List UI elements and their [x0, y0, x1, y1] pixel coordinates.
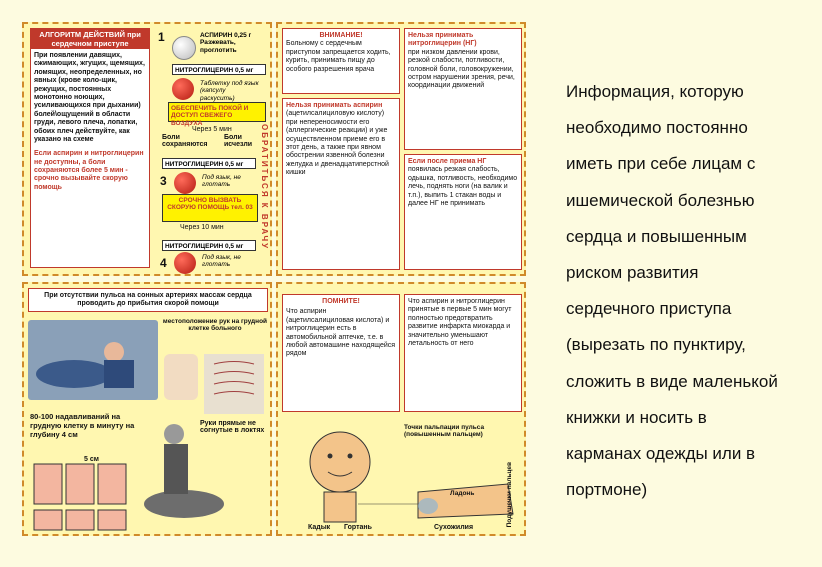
if-after-box	[404, 154, 522, 270]
remember-title: ПОМНИТЕ!	[322, 298, 360, 305]
see-doctor-vertical: ОБРАТИТЬСЯ К ВРАЧУ	[260, 124, 269, 251]
gortan-label: Гортань	[344, 524, 372, 531]
step-2-nitro: НИТРОГЛИЦЕРИН 0,5 мг	[162, 158, 256, 169]
if-after-title: Если после приема НГ	[408, 158, 487, 165]
attention-text: Больному с сердечным приступом запрещается ходить, курить, принимать пищу до особого разрешения врача	[286, 40, 391, 73]
note-text	[566, 74, 822, 508]
no-nitro-box	[404, 28, 522, 150]
aspirin-pill-icon	[172, 36, 196, 60]
palm-label: Ладонь	[450, 490, 475, 497]
note-line: иметь при себе лицам с	[566, 154, 756, 174]
attention-title: ВНИМАНИЕ!	[319, 32, 363, 39]
note-line: риском развития	[566, 263, 699, 283]
nitro-pill-icon-3	[174, 252, 196, 274]
attention-box	[282, 28, 400, 94]
nitro-pill-icon-2	[174, 172, 196, 194]
if-after-text: появилась резкая слабость, одышка, потливость, необходимо лечь, поднять ноги (на валик и т.п.), выпить 1 стакан воды и далее НГ не принимать	[408, 166, 518, 207]
remember-text-2: Что аспирин и нитроглицерин принятые в первые 5 мин могут полностью предотвратить развитие инфаркта миокарда и значительно уменьшают летальность от него	[408, 298, 512, 347]
note-line: книжки и носить в	[566, 407, 707, 427]
remember-box-2	[404, 294, 522, 412]
hands-place-label: местоположение рук на грудной клетке больного	[162, 318, 268, 332]
note-line: сердца и повышенным	[566, 226, 747, 246]
no-aspirin-box	[282, 98, 400, 270]
wait-10-min: Через 10 мин	[180, 224, 224, 231]
warnings-card	[276, 22, 526, 276]
step-1-nitro-sub: Таблетку под язык (капсулу раскусить)	[200, 80, 259, 102]
remember-card	[276, 282, 526, 536]
step-2-sub: Под язык, не глотать	[202, 174, 241, 189]
nitro-pill-icon	[172, 78, 194, 100]
tendon-label: Сухожилия	[434, 524, 474, 531]
no-nitro-title: Нельзя принимать нитроглицерин (НГ)	[408, 32, 477, 48]
pain-remain-1: Боли сохраняются	[162, 134, 208, 148]
step-1-number: 1	[158, 30, 165, 44]
no-aspirin-text: (ацетилсалициловую кислоту) при непереносимости его (аллергические реакции) и уже осуществленном приеме его в этот день, а также при явном обострении язвенной болезни желудка и двенадцатиперстной кишки	[286, 110, 389, 177]
remember-box-1	[282, 294, 400, 412]
pain-gone-1: Боли исчезли	[224, 134, 253, 148]
kadyk-label: Кадык	[308, 524, 331, 531]
note-line: сердечного приступа	[566, 299, 732, 319]
note-line: (вырезать по пунктиру,	[566, 335, 746, 355]
depth-label: 5 см	[84, 456, 99, 463]
wait-5-min: Через 5 мин	[192, 126, 232, 133]
massage-title: При отсутствии пульса на сонных артериях массаж сердца проводить до прибытия скорой помощи	[44, 292, 252, 308]
no-aspirin-title: Нельзя принимать аспирин	[286, 102, 383, 109]
fingers-vertical-label: Подушечки пальцев	[506, 462, 513, 528]
algorithm-text: При появлении давящих, сжимающих, жгущих, щемящих, ломящих, неопределенных, но явных (крове коло-щик, режущих, постоянных монотонно ноющих, усиливающихся при дыхании) болей\ощущений в области груди, левого плеча, лопатки, обоих плеч действуйте, как указано на схеме	[34, 52, 145, 143]
note-line: необходимо постоянно	[566, 118, 748, 138]
step-1-aspirin: АСПИРИН 0,25 г Разжевать, проглотить	[200, 32, 252, 54]
note-line: карманах одежды или в	[566, 444, 756, 464]
step-4-sub: Под язык, не глотать	[202, 254, 241, 269]
note-line: портмоне)	[566, 480, 648, 500]
pulse-points-label: Точки пальпации пульса (повышенным пальцем)	[404, 424, 485, 438]
no-nitro-text: при низком давлении крови, резкой слабости, потливости, головной боли, головокружении, остром нарушении зрения, речи, координации движений	[408, 48, 515, 90]
note-line: Информация, которую	[566, 82, 744, 101]
algorithm-text-2: Если аспирин и нитроглицерин не доступны, а боли сохраняются более 5 мин - срочно вызывайте скорую помощь	[34, 150, 144, 191]
arms-text: Руки прямые не согнутые в локтях	[200, 420, 265, 434]
step-3-number: 3	[160, 174, 167, 188]
algorithm-box	[30, 28, 150, 268]
note-line: сложить в виде маленькой	[566, 371, 778, 391]
note-line: ишемической болезнью	[566, 190, 755, 210]
press-text: 80-100 надавливаний на грудную клетку в минуту на глубину 4 см	[30, 412, 135, 439]
call-ambulance: СРОЧНО ВЫЗВАТЬ СКОРУЮ ПОМОЩЬ тел. 03	[162, 194, 258, 222]
step-1-calm: ОБЕСПЕЧИТЬ ПОКОЙ И ДОСТУП СВЕЖЕГО ВОЗДУХА	[168, 102, 266, 122]
algorithm-card	[22, 22, 272, 276]
remember-text-1: Что аспирин (ацетилсалициловая кислота) и нитроглицерин есть в автомобильной аптечке, т.е. в любой автомашине находящейся рядом	[286, 308, 396, 358]
algorithm-title: АЛГОРИТМ ДЕЙСТВИЙ при сердечном приступе	[31, 29, 149, 49]
step-4-number: 4	[160, 256, 167, 270]
cpr-card	[22, 282, 272, 536]
step-4-nitro: НИТРОГЛИЦЕРИН 0,5 мг	[162, 240, 256, 251]
massage-title-box	[28, 288, 268, 312]
step-1-nitro: НИТРОГЛИЦЕРИН 0,5 мг	[172, 64, 266, 75]
